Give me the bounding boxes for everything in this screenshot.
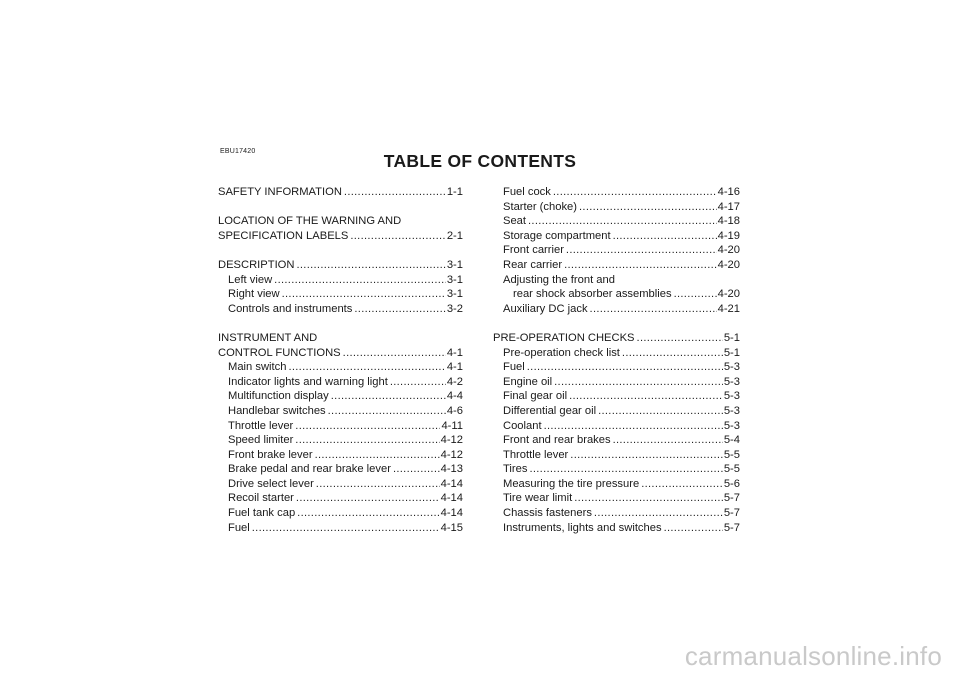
toc-entry-differential-gear-oil[interactable] xyxy=(493,404,740,419)
dot-leader xyxy=(579,200,717,215)
dot-leader xyxy=(544,419,723,434)
dot-leader xyxy=(528,214,717,229)
toc-entry-heading-line xyxy=(493,273,740,288)
toc-entry-page: 1-1 xyxy=(446,186,463,198)
toc-entry-label: Right view xyxy=(228,288,280,301)
toc-entry-page: 4-1 xyxy=(446,361,463,374)
toc-entry-page: 4-18 xyxy=(717,215,740,228)
dot-leader xyxy=(252,521,440,536)
toc-entry-label: Differential gear oil xyxy=(503,404,597,417)
dot-leader xyxy=(344,185,446,200)
dot-leader xyxy=(343,346,446,361)
toc-entry-label: Front and rear brakes xyxy=(503,434,611,447)
dot-leader xyxy=(527,360,723,375)
dot-leader xyxy=(393,462,440,477)
toc-entry-safety-information[interactable] xyxy=(218,185,463,200)
toc-entry-label: Starter (choke) xyxy=(503,200,577,213)
toc-entry-page: 3-2 xyxy=(446,302,463,315)
dot-leader xyxy=(570,448,723,463)
toc-entry-label: Fuel cock xyxy=(503,186,551,198)
toc-entry-page: 5-7 xyxy=(723,492,740,505)
dot-leader xyxy=(564,258,717,273)
toc-entry-fuel[interactable] xyxy=(493,360,740,375)
toc-entry-label: Recoil starter xyxy=(228,492,294,505)
toc-entry-label: Indicator lights and warning light xyxy=(228,375,388,388)
toc-entry-label: CONTROL FUNCTIONS xyxy=(218,346,341,359)
toc-entry-label: rear shock absorber assemblies xyxy=(513,288,672,301)
toc-entry-label: Rear carrier xyxy=(503,258,563,271)
toc-entry-label: Multifunction display xyxy=(228,390,329,403)
dot-leader xyxy=(613,229,717,244)
toc-entry-page: 4-19 xyxy=(717,229,740,242)
toc-entry-page: 4-14 xyxy=(440,507,463,520)
dot-leader xyxy=(295,433,439,448)
toc-entry-page: 4-4 xyxy=(446,390,463,403)
toc-entry-fuel-tank-cap[interactable] xyxy=(218,506,463,521)
toc-entry-tires[interactable] xyxy=(493,462,740,477)
toc-entry-recoil-starter[interactable] xyxy=(218,491,463,506)
toc-entry-label: Pre-operation check list xyxy=(503,346,620,359)
toc-entry-label: PRE-OPERATION CHECKS xyxy=(493,331,635,344)
toc-entry-fuel-cock[interactable] xyxy=(493,185,740,200)
toc-entry-front-carrier[interactable] xyxy=(493,243,740,258)
toc-entry-right-view[interactable] xyxy=(218,287,463,302)
toc-left-column xyxy=(218,185,463,535)
dot-leader xyxy=(674,287,717,302)
dot-leader xyxy=(295,419,440,434)
toc-entry-left-view[interactable] xyxy=(218,273,463,288)
toc-entry-chassis-fasteners[interactable] xyxy=(493,506,740,521)
toc-entry-fuel[interactable] xyxy=(218,521,463,536)
dot-leader xyxy=(594,506,723,521)
dot-leader xyxy=(288,360,445,375)
toc-entry-label: LOCATION OF THE WARNING AND xyxy=(218,215,402,228)
dot-leader xyxy=(598,404,723,419)
toc-entry-final-gear-oil[interactable] xyxy=(493,389,740,404)
toc-entry-label: Throttle lever xyxy=(503,448,569,461)
toc-entry-label: DESCRIPTION xyxy=(218,258,295,271)
dot-leader xyxy=(390,375,446,390)
toc-entry-front-brake-lever[interactable] xyxy=(218,448,463,463)
toc-entry-label: SPECIFICATION LABELS xyxy=(218,229,349,242)
dot-leader xyxy=(296,258,445,273)
toc-entry-page: 4-12 xyxy=(440,434,463,447)
toc-entry-label: Fuel tank cap xyxy=(228,507,296,520)
toc-entry-page: 5-3 xyxy=(723,390,740,403)
toc-entry-label: Instruments, lights and switches xyxy=(503,521,662,534)
toc-entry-page: 5-5 xyxy=(723,448,740,461)
toc-entry-label: Left view xyxy=(228,273,273,286)
toc-entry-shock-absorber[interactable] xyxy=(493,287,740,302)
toc-entry-label: Auxiliary DC jack xyxy=(503,302,588,315)
dot-leader xyxy=(331,389,446,404)
dot-leader xyxy=(637,331,723,346)
toc-entry-drive-select-lever[interactable] xyxy=(218,477,463,492)
toc-entry-main-switch[interactable] xyxy=(218,360,463,375)
toc-entry-label: Brake pedal and rear brake lever xyxy=(228,463,391,476)
toc-entry-page: 4-17 xyxy=(717,200,740,213)
toc-entry-label: Engine oil xyxy=(503,375,553,388)
toc-entry-label: Fuel xyxy=(228,521,250,534)
toc-entry-page: 4-20 xyxy=(717,244,740,257)
toc-entry-label: SAFETY INFORMATION xyxy=(218,186,342,198)
toc-entry-label: Throttle lever xyxy=(228,419,294,432)
dot-leader xyxy=(664,521,723,536)
toc-entry-page: 4-13 xyxy=(440,463,463,476)
toc-entry-label: Storage compartment xyxy=(503,229,611,242)
dot-leader xyxy=(328,404,446,419)
toc-entry-seat[interactable] xyxy=(493,214,740,229)
toc-entry-page: 4-20 xyxy=(717,288,740,301)
toc-entry-page: 5-5 xyxy=(723,463,740,476)
toc-entry-label: Drive select lever xyxy=(228,477,314,490)
dot-leader xyxy=(553,185,717,200)
toc-entry-page: 5-7 xyxy=(723,521,740,534)
toc-entry-speed-limiter[interactable] xyxy=(218,433,463,448)
dot-leader xyxy=(282,287,446,302)
toc-entry-label: Adjusting the front and xyxy=(503,273,615,286)
toc-entry-throttle-lever[interactable] xyxy=(218,419,463,434)
document-code: EBU17420 xyxy=(220,148,256,155)
dot-leader xyxy=(574,491,723,506)
toc-entry-page: 4-14 xyxy=(440,492,463,505)
toc-entry-label: Chassis fasteners xyxy=(503,507,592,520)
toc-entry-label: Seat xyxy=(503,215,527,228)
toc-entry-label: INSTRUMENT AND xyxy=(218,331,318,344)
toc-entry-pre-operation-check-list[interactable] xyxy=(493,346,740,361)
toc-entry-label: Controls and instruments xyxy=(228,302,353,315)
toc-entry-heading-line xyxy=(218,214,463,229)
toc-entry-page: 4-12 xyxy=(440,448,463,461)
toc-entry-page: 4-2 xyxy=(446,375,463,388)
toc-entry-tire-wear-limit[interactable] xyxy=(493,491,740,506)
toc-entry-page: 4-11 xyxy=(441,419,463,432)
dot-leader xyxy=(613,433,723,448)
toc-entry-label: Front brake lever xyxy=(228,448,313,461)
toc-entry-handlebar-switches[interactable] xyxy=(218,404,463,419)
toc-entry-label: Fuel xyxy=(503,361,525,374)
dot-leader xyxy=(554,375,723,390)
toc-entry-starter-choke[interactable] xyxy=(493,200,740,215)
dot-leader xyxy=(316,477,440,492)
toc-entry-page: 5-6 xyxy=(723,477,740,490)
toc-entry-heading-line xyxy=(218,331,463,346)
toc-entry-engine-oil[interactable] xyxy=(493,375,740,390)
toc-entry-page: 2-1 xyxy=(446,229,463,242)
toc-entry-label: Main switch xyxy=(228,361,287,374)
watermark: carmanualsonline.info xyxy=(684,641,942,671)
toc-entry-page: 5-1 xyxy=(723,346,740,359)
toc-entry-page: 5-4 xyxy=(723,434,740,447)
dot-leader xyxy=(566,243,717,258)
toc-entry-label: Handlebar switches xyxy=(228,404,326,417)
toc-entry-storage-compartment[interactable] xyxy=(493,229,740,244)
toc-entry-specification-labels[interactable] xyxy=(218,229,463,244)
toc-entry-page: 4-20 xyxy=(717,258,740,271)
toc-entry-controls-and-instruments[interactable] xyxy=(218,302,463,317)
toc-entry-page: 4-15 xyxy=(440,521,463,534)
toc-entry-multifunction-display[interactable] xyxy=(218,389,463,404)
toc-entry-page: 5-1 xyxy=(723,331,740,344)
toc-entry-label: Final gear oil xyxy=(503,390,568,403)
dot-leader xyxy=(296,491,440,506)
dot-leader xyxy=(590,302,717,317)
toc-entry-label: Tire wear limit xyxy=(503,492,573,505)
toc-entry-auxiliary-dc-jack[interactable] xyxy=(493,302,740,317)
toc-entry-label: Coolant xyxy=(503,419,542,432)
toc-entry-indicator-lights[interactable] xyxy=(218,375,463,390)
dot-leader xyxy=(622,346,723,361)
toc-entry-page: 3-1 xyxy=(446,258,463,271)
toc-entry-page: 5-7 xyxy=(723,507,740,520)
dot-leader xyxy=(569,389,723,404)
dot-leader xyxy=(354,302,445,317)
toc-entry-page: 3-1 xyxy=(446,273,463,286)
toc-entry-pre-operation-checks[interactable] xyxy=(493,331,740,346)
dot-leader xyxy=(529,462,722,477)
toc-entry-label: Measuring the tire pressure xyxy=(503,477,640,490)
dot-leader xyxy=(315,448,440,463)
toc-entry-page: 5-3 xyxy=(723,404,740,417)
dot-leader xyxy=(297,506,439,521)
toc-entry-page: 4-21 xyxy=(717,302,740,315)
toc-entry-page: 5-3 xyxy=(723,375,740,388)
toc-entry-page: 3-1 xyxy=(446,288,463,301)
toc-entry-label: Front carrier xyxy=(503,244,564,257)
toc-entry-label: Speed limiter xyxy=(228,434,294,447)
toc-entry-measuring-tire-pressure[interactable] xyxy=(493,477,740,492)
toc-entry-page: 4-6 xyxy=(446,404,463,417)
toc-entry-instruments-lights-switches[interactable] xyxy=(493,521,740,536)
toc-entry-page: 5-3 xyxy=(723,361,740,374)
toc-entry-page: 5-3 xyxy=(723,419,740,432)
page-title: TABLE OF CONTENTS xyxy=(383,151,577,171)
toc-entry-rear-carrier[interactable] xyxy=(493,258,740,273)
toc-entry-page: 4-1 xyxy=(446,346,463,359)
toc-entry-front-and-rear-brakes[interactable] xyxy=(493,433,740,448)
dot-leader xyxy=(641,477,723,492)
dot-leader xyxy=(350,229,445,244)
toc-entry-page: 4-16 xyxy=(717,186,740,198)
toc-entry-control-functions[interactable] xyxy=(218,346,463,361)
toc-entry-coolant[interactable] xyxy=(493,419,740,434)
toc-entry-description[interactable] xyxy=(218,258,463,273)
toc-entry-throttle-lever[interactable] xyxy=(493,448,740,463)
toc-entry-brake-pedal[interactable] xyxy=(218,462,463,477)
toc-entry-page: 4-14 xyxy=(440,477,463,490)
dot-leader xyxy=(274,273,446,288)
toc-right-column xyxy=(493,185,740,535)
toc-entry-label: Tires xyxy=(503,463,528,476)
